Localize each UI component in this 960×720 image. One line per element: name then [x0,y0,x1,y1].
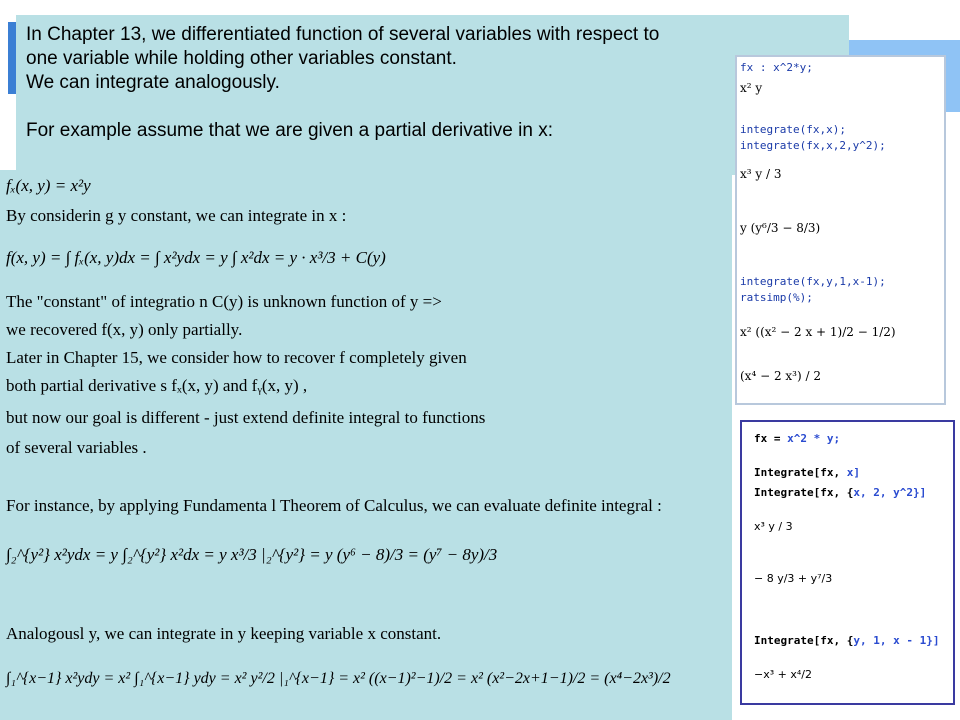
mathematica-session-panel [740,420,955,705]
math-derivation-panel [0,170,732,720]
maxima-input: integrate(fx,y,1,x-1); [740,275,886,288]
intro-line: For example assume that we are given a partial derivative in x: [26,120,553,141]
both-partials-text: both partial derivative s fₓ(x, y) and fᵧ(x, y) , [6,376,308,395]
maxima-input: ratsimp(%); [740,291,813,304]
mathematica-input: fx = x^2 * y; [754,432,841,445]
intro-line: one variable while holding other variables constant. [26,48,457,69]
maxima-output: x² y [740,81,763,95]
later-text: Later in Chapter 15, we consider how to recover f completely given [6,348,467,367]
intro-text-box [16,15,849,175]
maxima-output: x³ y / 3 [740,167,782,181]
maxima-session-panel [735,55,946,405]
of-several-text: of several variables . [6,438,147,457]
indefinite-integral: f(x, y) = ∫ fₓ(x, y)dx = ∫ x²ydx = y ∫ x²dx = y · x³/3 + C(y) [6,248,386,267]
maxima-output: (x⁴ − 2 x³) / 2 [740,369,821,383]
but-now-text: but now our goal is different - just extend definite integral to functions [6,408,486,427]
analogously-text: Analogousl y, we can integrate in y keeping variable x constant. [6,624,442,643]
intro-line: In Chapter 13, we differentiated function of several variables with respect to [26,24,660,45]
mathematica-output: −x³ + x⁴/2 [754,668,812,681]
mathematica-output: x³ y / 3 [754,520,793,533]
constant-note: The "constant" of integratio n C(y) is unknown function of y => [6,292,442,311]
maxima-output: x² ((x² − 2 x + 1)/2 − 1/2) [740,325,896,339]
for-instance-text: For instance, by applying Fundamenta l Theorem of Calculus, we can evaluate definite integral : [6,496,662,515]
given-partial: fₓ(x, y) = x²y [6,176,91,195]
maxima-input: integrate(fx,x); [740,123,846,136]
maxima-input: integrate(fx,x,2,y^2); [740,139,886,152]
considering-text: By considerin g y constant, we can integrate in x : [6,206,347,225]
maxima-input: fx : x^2*y; [740,61,813,74]
mathematica-input: Integrate[fx, {y, 1, x - 1}] [754,634,940,647]
mathematica-output: − 8 y/3 + y⁷/3 [754,572,833,585]
intro-line: We can integrate analogously. [26,72,280,93]
mathematica-input: Integrate[fx, {x, 2, y^2}] [754,486,927,499]
definite-integral-y: ∫₁^{x−1} x²ydy = x² ∫₁^{x−1} ydy = x² y²/2 |₁^{x−1} = x² ((x−1)²−1)/2 = x² (x²−2x+1−1)/2 = (x⁴−2x³)/2 [6,670,671,687]
definite-integral-x: ∫₂^{y²} x²ydx = y ∫₂^{y²} x²dx = y x³/3 |₂^{y²} = y (y⁶ − 8)/3 = (y⁷ − 8y)/3 [6,545,498,564]
maxima-output: y (y⁶/3 − 8/3) [740,221,821,235]
mathematica-input: Integrate[fx, x] [754,466,860,479]
recovered-text: we recovered f(x, y) only partially. [6,320,243,339]
